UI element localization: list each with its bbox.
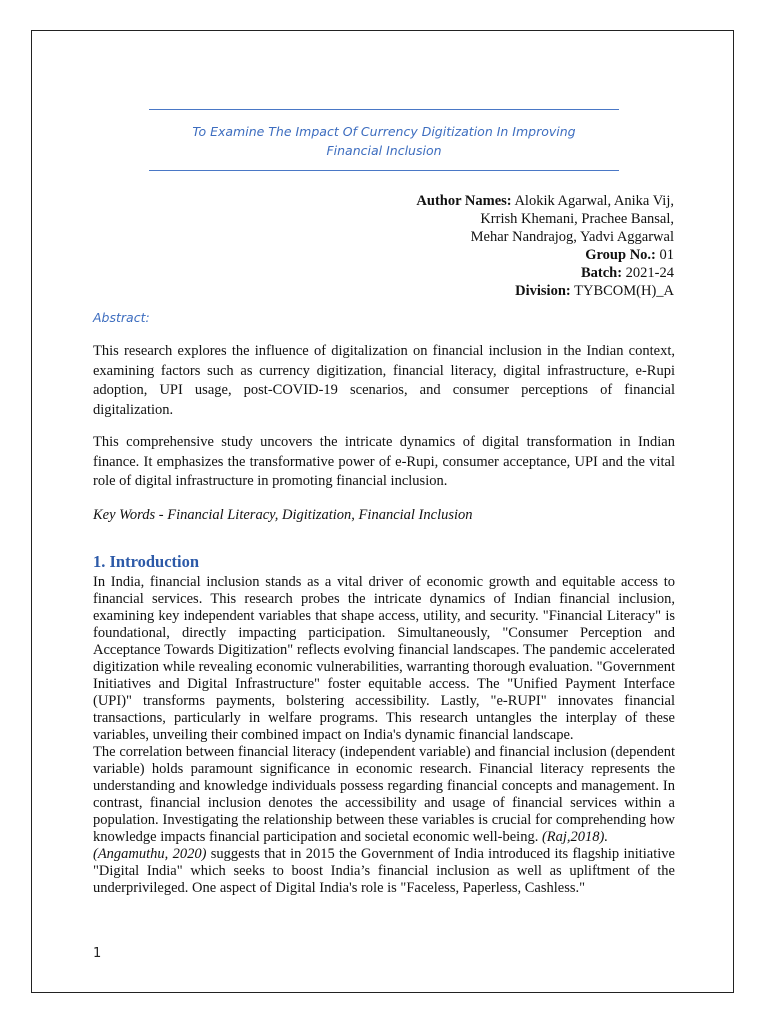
author-names-line-3: Mehar Nandrajog, Yadvi Aggarwal bbox=[470, 229, 674, 245]
division-value: TYBCOM(H)_A bbox=[574, 283, 674, 299]
introduction-heading: 1. Introduction bbox=[93, 552, 200, 571]
introduction-paragraph-3-text: suggests that in 2015 the Government of India introduced its flagship initiative "Digital India" which seeks to boost India’s financial inclusion as well as upliftment of the underprivileged. One aspect of Digital India's role is "Faceless, Paperless, Cashless." bbox=[93, 846, 675, 896]
introduction-paragraph-3 bbox=[93, 846, 675, 897]
introduction-paragraph-2 bbox=[93, 744, 675, 846]
author-names-line-1 bbox=[416, 192, 674, 210]
author-names-label: Author Names: bbox=[416, 193, 512, 209]
citation-raj-2018: (Raj,2018). bbox=[541, 829, 608, 845]
introduction-paragraph-1: In India, financial inclusion stands as a vital driver of economic growth and equitable access to financial services. This research probes the intricate dynamics of Indian financial inclusion, examining key independent variables that shape access, utility, and security. "Financial Literacy" is foundational, directly impacting participation. Simultaneously, "Consumer Perception and Acceptance Towards Digitization" reflects evolving financial landscapes. The pandemic accelerated digitization while revealing economic vulnerabilities, warranting thorough evaluation. "Government Initiatives and Digital Infrastructure" foster equitable access. The "Unified Payment Interface (UPI)" transforms payments, bolstering accessibility. Lastly, "e-RUPI" innovates financial transactions, particularly in welfare programs. This research untangles the interplay of these variables, unveiling their combined impact on India's dynamic financial landscape. bbox=[93, 574, 675, 743]
abstract-paragraph-2: This comprehensive study uncovers the intricate dynamics of digital transformation in Indian finance. It emphasizes the transformative power of e-Rupi, consumer acceptance, UPI and the vital role of digital infrastructure in promoting financial inclusion. bbox=[93, 434, 675, 489]
page-number: 1 bbox=[93, 946, 102, 961]
keywords: Key Words - Financial Literacy, Digitization, Financial Inclusion bbox=[93, 507, 473, 523]
document-page bbox=[31, 30, 734, 993]
abstract-paragraph-1: This research explores the influence of digitalization on financial inclusion in the Indian context, examining factors such as currency digitization, financial literacy, digital infrastructure, e-Rupi adoption, UPI usage, post-COVID-19 scenarios, and consumer perceptions of financial digitalization. bbox=[93, 343, 675, 418]
citation-angamuthu-2020: (Angamuthu, 2020) bbox=[93, 846, 207, 862]
division-label: Division: bbox=[515, 283, 571, 299]
batch-label: Batch: bbox=[580, 265, 623, 281]
title-bottom-rule bbox=[149, 170, 619, 171]
author-names-1: Alokik Agarwal, Anika Vij, bbox=[514, 193, 674, 209]
title-top-rule bbox=[149, 109, 619, 110]
group-value: 01 bbox=[659, 247, 674, 263]
author-block bbox=[416, 192, 674, 300]
introduction-paragraph-2-text: The correlation between financial literacy (independent variable) and financial inclusion (dependent variable) holds paramount significance in economic research. Financial literacy represents the understanding and knowledge individuals possess regarding financial concepts and management. In contrast, financial inclusion denotes the accessibility and usage of financial services within a population. Investigating the relationship between these variables is crucial for comprehending how knowledge impacts financial participation and societal economic well-being. bbox=[93, 744, 675, 845]
group-label: Group No.: bbox=[585, 247, 656, 263]
abstract-heading: Abstract: bbox=[93, 310, 150, 325]
paper-title bbox=[149, 123, 619, 160]
paper-title-line-2: Financial Inclusion bbox=[326, 142, 442, 158]
batch-value: 2021-24 bbox=[625, 265, 674, 281]
author-names-line-2: Krrish Khemani, Prachee Bansal, bbox=[480, 211, 674, 227]
paper-title-line-1: To Examine The Impact Of Currency Digitization In Improving bbox=[192, 124, 576, 139]
introduction-body bbox=[93, 574, 675, 897]
batch bbox=[416, 264, 674, 282]
group-number bbox=[416, 246, 674, 264]
division bbox=[416, 282, 674, 300]
